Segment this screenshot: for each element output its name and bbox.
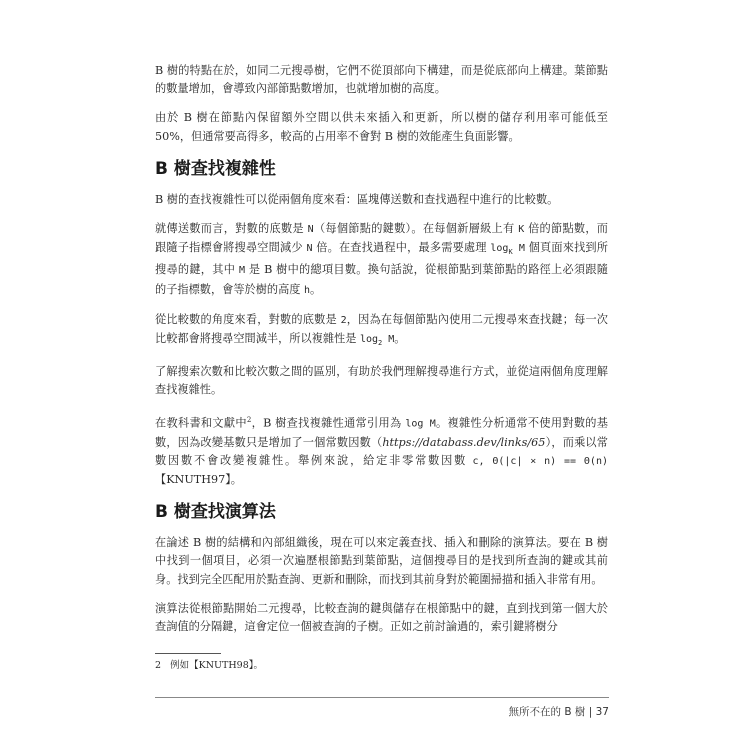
footnote-number: 2 bbox=[155, 660, 162, 671]
text: 是 B 樹中的總項目數。換句話說，從根節點到葉節點的路徑上必須跟隨的子指標數，會等於樹的高度 bbox=[155, 263, 608, 296]
text: 倍。在查找過程中，最多需要處理 bbox=[312, 241, 491, 255]
footnote bbox=[155, 657, 263, 671]
text: 就傳送數而言，對數的底數是 bbox=[155, 222, 308, 236]
subscript: K bbox=[508, 248, 513, 257]
text: 【KNUTH97】。 bbox=[155, 472, 242, 486]
page-footer bbox=[509, 704, 610, 719]
paragraph: 演算法從根節點開始二元搜尋，比較查詢的鍵與儲存在根節點中的鍵，直到找到第一個大於查詢值的分隔鍵，這會定位一個被查詢的子樹。正如之前討論過的，索引鍵將樹分 bbox=[155, 601, 608, 633]
paragraph bbox=[155, 311, 608, 352]
text: ，因為在每個節點內使用二元搜尋來查找鍵；每一次比較都會將搜尋空間減半，所以複雜性是 bbox=[155, 312, 608, 346]
paragraph: 由於 B 樹在節點內保留額外空間以供未來插入和更新，所以樹的儲存利用率可能低至 50%，但通常要高得多，較高的占用率不會對 B 樹的效能產生負面影響。 bbox=[155, 111, 608, 143]
code bbox=[359, 334, 395, 348]
text: 。 bbox=[394, 332, 406, 346]
paragraph: 了解搜索次數和比較次數之間的區別，有助於我們理解搜尋進行方式，並從這兩個角度理解查找複雜性。 bbox=[155, 365, 608, 397]
code bbox=[490, 243, 525, 257]
text: log bbox=[359, 334, 378, 346]
paragraph bbox=[155, 220, 608, 300]
text: M bbox=[382, 334, 395, 346]
code: 2 bbox=[340, 314, 347, 326]
text: M bbox=[512, 243, 525, 255]
footer-divider bbox=[155, 697, 609, 698]
page-number: 37 bbox=[595, 706, 609, 718]
text: log bbox=[490, 243, 509, 255]
text: 倍的節點數，而跟隨子指標會將搜尋空間減少 bbox=[155, 222, 608, 255]
text: 。複雜性分析通常不使用對數的基數，因為改變基數只是增加了一個常數因數（ bbox=[155, 416, 608, 449]
page-body bbox=[155, 62, 608, 647]
text: （每個節點的鍵數）。在每個新層級上有 bbox=[313, 222, 519, 236]
paragraph bbox=[155, 411, 608, 490]
code: K bbox=[518, 224, 525, 236]
footnote-text: 例如【KNUTH98】。 bbox=[170, 660, 263, 671]
code: M bbox=[238, 265, 246, 277]
subscript: 2 bbox=[378, 339, 383, 348]
footnote-divider bbox=[155, 653, 221, 654]
paragraph: B 樹的查找複雜性可以從兩個角度來看：區塊傳送數和查找過程中進行的比較數。 bbox=[155, 192, 559, 206]
paragraph: B 樹的特點在於，如同二元搜尋樹，它們不從頂部向下構建，而是從底部向上構建。葉節點的數量增加，會導致內部節點數增加，也就增加樹的高度。 bbox=[155, 64, 608, 96]
code: N bbox=[307, 224, 314, 236]
text: ），而乘以常數因數不會改變複雜性。舉例來說，給定非零常數因數 bbox=[155, 435, 608, 467]
text: 個頁面來找到所搜尋的鍵，其中 bbox=[155, 241, 608, 277]
code: c, Θ(|c| × n) == Θ(n) bbox=[472, 455, 608, 467]
code: log M bbox=[405, 418, 436, 430]
text: ，B 樹查找複雜性通常引用為 bbox=[251, 416, 406, 430]
footnote-ref[interactable]: 2 bbox=[246, 415, 252, 424]
section-heading-algorithm: B 樹查找演算法 bbox=[155, 502, 276, 523]
text: 在教科書和文獻中 bbox=[155, 416, 247, 430]
section-heading-complexity: B 樹查找複雜性 bbox=[155, 158, 276, 179]
separator: | bbox=[588, 706, 593, 718]
text: 從比較數的角度來看，對數的底數是 bbox=[155, 312, 341, 326]
text: 。 bbox=[310, 282, 322, 296]
paragraph: 在論述 B 樹的結構和內部組織後，現在可以來定義查找、插入和刪除的演算法。要在 B 樹中找到一個項目，必須一次遍歷根節點到葉節點，這個搜尋目的是找到所查詢的鍵或其前身。找到完全匹配用於點查詢、更新和刪除，而找到其前身對於範圍掃描和插入非常有用。 bbox=[155, 536, 608, 586]
chapter-title: 無所不在的 B 樹 bbox=[508, 706, 586, 718]
code: h bbox=[304, 284, 311, 296]
link[interactable]: https://databass.dev/links/65 bbox=[382, 435, 546, 449]
code: N bbox=[306, 243, 313, 255]
